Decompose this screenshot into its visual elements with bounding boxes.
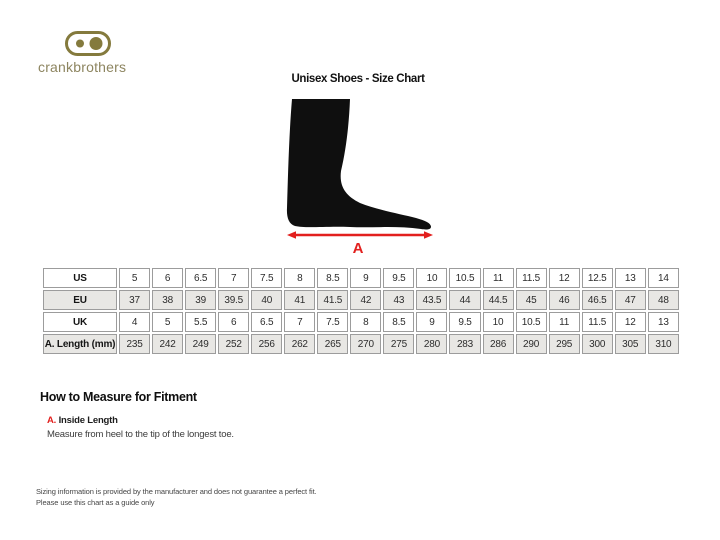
size-cell: 283 bbox=[449, 334, 480, 354]
size-cell: 43 bbox=[383, 290, 414, 310]
size-cell: 235 bbox=[119, 334, 150, 354]
size-cell: 9 bbox=[416, 312, 447, 332]
size-cell: 46 bbox=[549, 290, 580, 310]
size-cell: 8 bbox=[284, 268, 315, 288]
size-cell: 5.5 bbox=[185, 312, 216, 332]
size-cell: 14 bbox=[648, 268, 679, 288]
size-cell: 6 bbox=[152, 268, 183, 288]
size-cell: 295 bbox=[549, 334, 580, 354]
size-cell: 10 bbox=[483, 312, 514, 332]
size-cell: 6.5 bbox=[185, 268, 216, 288]
size-cell: 8.5 bbox=[317, 268, 348, 288]
size-cell: 286 bbox=[483, 334, 514, 354]
foot-silhouette bbox=[287, 99, 431, 229]
disclaimer bbox=[36, 487, 317, 508]
size-cell: 44 bbox=[449, 290, 480, 310]
size-cell: 7.5 bbox=[251, 268, 282, 288]
size-cell: 11.5 bbox=[516, 268, 547, 288]
size-cell: 252 bbox=[218, 334, 249, 354]
size-cell: 11 bbox=[549, 312, 580, 332]
size-cell: 6.5 bbox=[251, 312, 282, 332]
size-cell: 38 bbox=[152, 290, 183, 310]
disclaimer-line2: Please use this chart as a guide only bbox=[36, 497, 155, 507]
size-cell: 249 bbox=[185, 334, 216, 354]
brand-name: crankbrothers bbox=[38, 59, 127, 75]
table-row bbox=[43, 290, 679, 310]
size-cell: 44.5 bbox=[483, 290, 514, 310]
size-cell: 39.5 bbox=[218, 290, 249, 310]
size-cell: 11.5 bbox=[582, 312, 613, 332]
size-cell: 12 bbox=[615, 312, 646, 332]
size-cell: 42 bbox=[350, 290, 381, 310]
size-table-body bbox=[43, 268, 679, 354]
size-cell: 5 bbox=[119, 268, 150, 288]
size-cell: 9 bbox=[350, 268, 381, 288]
measure-item-letter: A. bbox=[47, 415, 57, 426]
size-cell: 37 bbox=[119, 290, 150, 310]
measure-item-description: Measure from heel to the tip of the longest toe. bbox=[47, 429, 234, 440]
measurement-arrow bbox=[287, 231, 433, 239]
size-cell: 305 bbox=[615, 334, 646, 354]
size-cell: 9.5 bbox=[383, 268, 414, 288]
size-cell: 11 bbox=[483, 268, 514, 288]
size-cell: 10.5 bbox=[449, 268, 480, 288]
size-cell: 4 bbox=[119, 312, 150, 332]
size-cell: 242 bbox=[152, 334, 183, 354]
size-cell: 7 bbox=[218, 268, 249, 288]
size-cell: 5 bbox=[152, 312, 183, 332]
foot-figure-svg bbox=[278, 95, 438, 255]
crankbrothers-logo-icon bbox=[65, 31, 111, 56]
measure-item bbox=[47, 415, 234, 426]
size-cell: 40 bbox=[251, 290, 282, 310]
size-cell: 43.5 bbox=[416, 290, 447, 310]
size-cell: 270 bbox=[350, 334, 381, 354]
size-cell: 41 bbox=[284, 290, 315, 310]
size-cell: 45 bbox=[516, 290, 547, 310]
size-cell: 8 bbox=[350, 312, 381, 332]
size-cell: 7.5 bbox=[317, 312, 348, 332]
size-cell: 12 bbox=[549, 268, 580, 288]
measure-heading: How to Measure for Fitment bbox=[40, 390, 197, 404]
row-label: A. Length (mm) bbox=[43, 334, 117, 354]
size-cell: 12.5 bbox=[582, 268, 613, 288]
size-cell: 39 bbox=[185, 290, 216, 310]
size-cell: 10.5 bbox=[516, 312, 547, 332]
row-label: US bbox=[43, 268, 117, 288]
measurement-label-a: A bbox=[352, 240, 364, 255]
size-cell: 280 bbox=[416, 334, 447, 354]
size-cell: 46.5 bbox=[582, 290, 613, 310]
page-title: Unisex Shoes - Size Chart bbox=[291, 73, 425, 85]
measure-item-title: Inside Length bbox=[58, 415, 118, 426]
size-cell: 290 bbox=[516, 334, 547, 354]
size-table bbox=[41, 266, 681, 356]
size-cell: 47 bbox=[615, 290, 646, 310]
foot-measurement-figure bbox=[278, 95, 438, 255]
disclaimer-line1: Sizing information is provided by the manufacturer and does not guarantee a perfect fit. bbox=[36, 487, 317, 496]
row-label: EU bbox=[43, 290, 117, 310]
size-cell: 13 bbox=[648, 312, 679, 332]
size-cell: 265 bbox=[317, 334, 348, 354]
table-row bbox=[43, 312, 679, 332]
size-cell: 6 bbox=[218, 312, 249, 332]
size-cell: 48 bbox=[648, 290, 679, 310]
size-cell: 41.5 bbox=[317, 290, 348, 310]
size-cell: 256 bbox=[251, 334, 282, 354]
row-label: UK bbox=[43, 312, 117, 332]
measure-section bbox=[40, 390, 234, 440]
size-cell: 9.5 bbox=[449, 312, 480, 332]
size-cell: 275 bbox=[383, 334, 414, 354]
size-cell: 7 bbox=[284, 312, 315, 332]
size-cell: 8.5 bbox=[383, 312, 414, 332]
size-cell: 10 bbox=[416, 268, 447, 288]
size-cell: 310 bbox=[648, 334, 679, 354]
size-cell: 262 bbox=[284, 334, 315, 354]
table-row bbox=[43, 268, 679, 288]
brand-logo bbox=[38, 31, 158, 75]
table-row bbox=[43, 334, 679, 354]
size-cell: 300 bbox=[582, 334, 613, 354]
size-cell: 13 bbox=[615, 268, 646, 288]
